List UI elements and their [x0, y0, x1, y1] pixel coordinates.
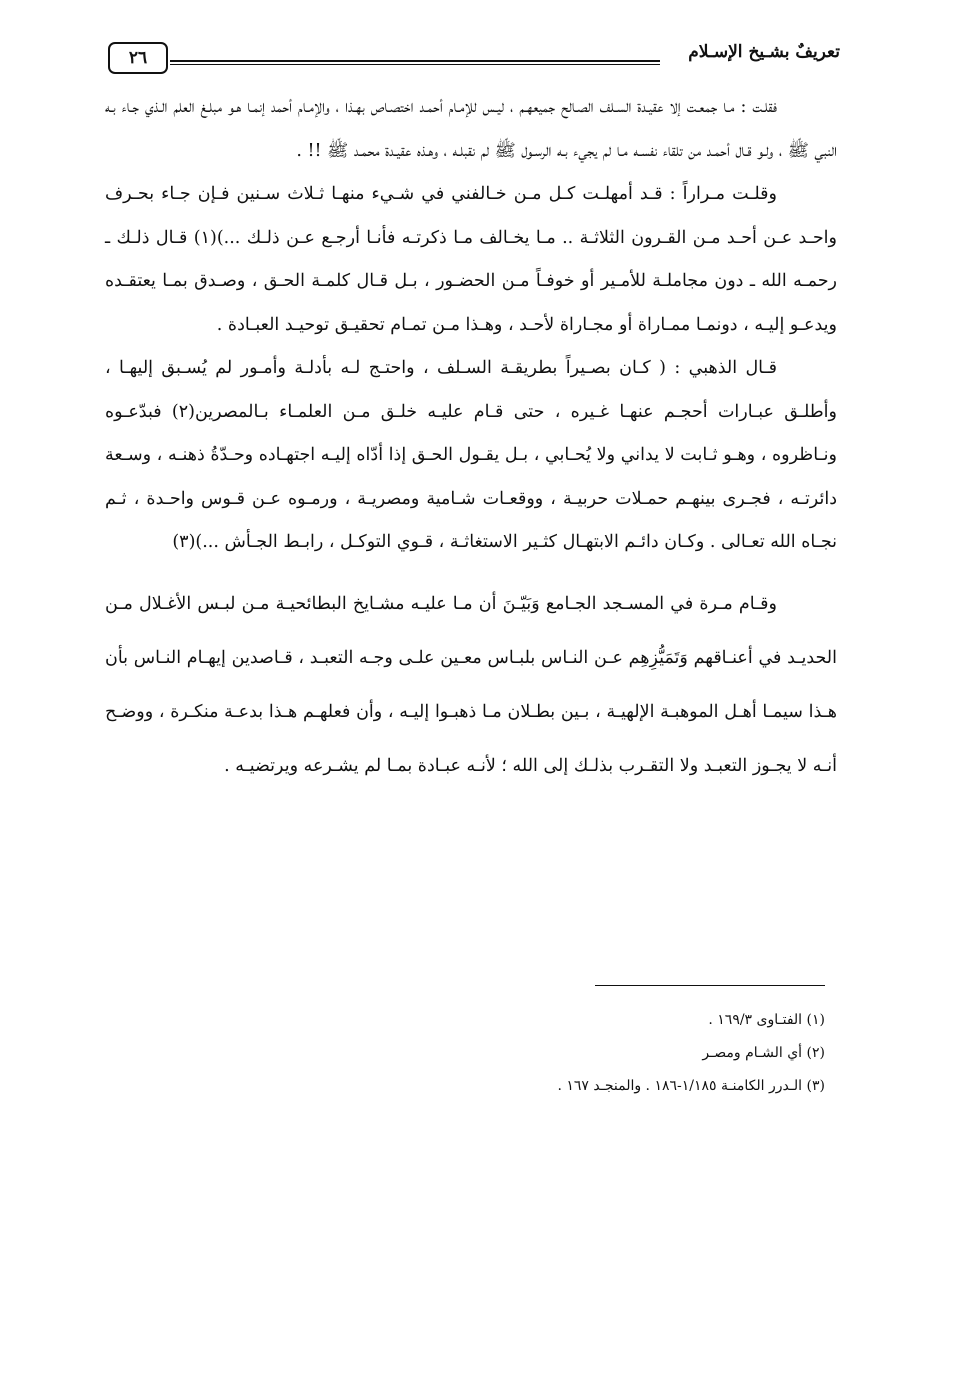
page-number: ٢٦	[108, 42, 168, 74]
footnote-separator	[595, 985, 825, 986]
paragraph-4: وقـام مـرة في المسـجد الجـامع وَبَيّـنَ أن مـا عليـه مشـايخ البطائحيـة مـن لبـس الأغـلال مـن الحديـد في أعنـاقهم وَتَمَيُّزِهِم عـن النـاس بلبـاس معـين علـى وجـه التعبـد ، قـاصدين إيهـام النـاس بأن هـذا سيمـا أهـل الموهبـة الإلهيـة ، بـين بطـلان مـا ذهبـوا إليـه ، وأن فعلهـم هـذا بدعـة منكـرة ، ووضـح أنـه لا يجـوز التعبـد ولا التقـرب بذلـك إلى الله ؛ لأنـه عبـادة بمـا لم يشـرعه ويرتضيـه .	[105, 593, 837, 776]
paragraph-1: فقلـت : مـا جمعـت إلا عقيـدة السـلف الصـالح جميعهـم ، ليـس للإمـام أحمـد اختصـاص بهـذا ، والإمـام أحمد إنمـا هـو مبلـغ العلم الـذي جـاء بـه النبي ﷺ ، ولـو قـال أحمـد من تلقاء نفسـه مـا لم يجيء بـه الرسـول ﷺ لم نقبلـه ، وهـذه عقيـدة محمـد ﷺ !! .	[105, 97, 837, 161]
footnotes	[265, 1004, 825, 1103]
main-text	[105, 86, 837, 793]
footnote-3: (٣) الـدرر الكامنـة ١/١٨٥-١٨٦ . والمنجـد ١٦٧ .	[557, 1078, 825, 1094]
running-title: تعريفٌ بشـيخ الإسـلام	[688, 42, 840, 62]
footnote-1: (١) الفتـاوى ١٦٩/٣ .	[708, 1012, 825, 1028]
page-header	[108, 38, 840, 78]
paragraph-2: وقلـت مـراراً : قـد أمهلـت كـل مـن خـالفني في شـيء منهـا ثـلاث سـنين فـإن جـاء بحـرف واحـد عـن أحـد مـن القـرون الثلاثـة .. مـا يخـالف مـا ذكرتـه فأنـا أرجـع عـن ذلـك ...)(١) قـال ذلـك ـ رحمـه الله ـ دون مجاملـة للأمـير أو خوفـاً مـن الحضـور ، بـل قـال كلمـة الحـق ، وصـدق بمـا يعتقـده ويدعـو إليـه ، دونمـا ممـاراة أو مجـاراة لأحـد ، وهـذا مـن تمـام تحقيـق توحيـد العبـادة .	[105, 184, 837, 335]
paragraph-3: قـال الذهبي : ( كـان بصـيراً بطريقـة السـلف ، واحتـج لـه بأدلـة وأمـور لم يُسـبق إليهـا ، وأطلـق عبـارات أحجـم عنهـا غـيره ، حتى قـام عليـه خلـق مـن العلمـاء بـالمصرين(٢) فبدّعـوه ونـاظروه ، وهـو ثـابت لا يداني ولا يُحـابي ، بـل يقـول الحـق إذا أدّاه إليـه اجتهـاده وحـدّةُ ذهنـه ، وسـعة دائرتـه ، فجـرى بينهـم حمـلات حربيـة ، ووقعـات شـامية ومصريـة ، ورمـوه عـن قـوس واحـدة ، ثـم نجـاه الله تعـالى . وكـان دائـم الابتهـال كثـير الاستغاثـة ، قـوي التوكـل ، رابـط الجـأش ...)(٣)	[105, 358, 837, 552]
footnote-2: (٢) أي الشـام ومصـر	[702, 1045, 825, 1061]
header-rule-thin	[170, 64, 660, 65]
header-rule	[170, 60, 660, 62]
